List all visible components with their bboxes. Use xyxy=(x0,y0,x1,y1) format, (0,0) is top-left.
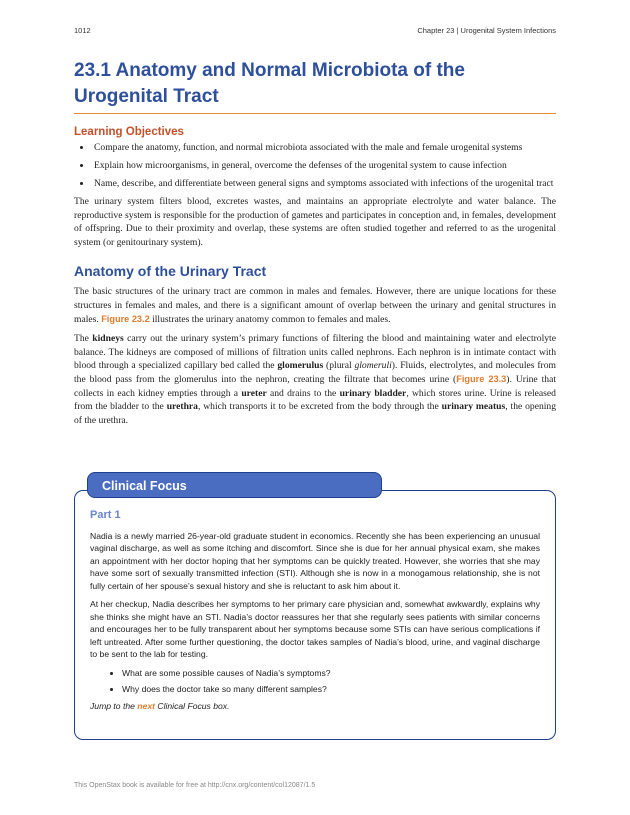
figure-23-3-link[interactable]: Figure 23.3 xyxy=(456,373,507,384)
text-run: Clinical Focus box. xyxy=(154,700,230,711)
clinical-focus-tab: Clinical Focus xyxy=(87,472,382,498)
clinical-focus-paragraph-1: Nadia is a newly married 26-year-old graduate student in economics. Recently she has been experiencing an unusual vaginal discharge, as well as some itching and discomfort. Since she is due for her annual physical exam, she makes an appointment with her doctor hoping that her symptoms can be quickly treated. However, she worries that she may have some sort of sexually transmitted infection (STI). Although she is now in a monogamous relationship, she is not fully certain of her spouse’s sexual history and she is reluctant to ask him about it. xyxy=(90,530,540,591)
clinical-focus-part: Part 1 xyxy=(90,509,121,521)
clinical-focus-box xyxy=(74,490,556,740)
text-run: ). Urine that collects in each kidney empties through a xyxy=(74,373,556,399)
section-title: 23.1 Anatomy and Normal Microbiota of the Urogenital Tract xyxy=(74,58,556,114)
figure-23-2-link[interactable]: Figure 23.2 xyxy=(101,313,150,324)
anatomy-heading: Anatomy of the Urinary Tract xyxy=(74,263,267,280)
clinical-focus-paragraph-2: At her checkup, Nadia describes her symptoms to her primary care physician and, somewhat awkwardly, explains why she thinks she might have an STI. Nadia’s doctor reassures her that she regularly sees patients with similar concerns and encourages her to be fully transparent about her symptoms because some STIs can have serious complications if left untreated. After some further questioning, the doctor takes samples of Nadia’s blood, urine, and vaginal discharge to be sent to the lab for testing. xyxy=(90,599,540,659)
term-glomerulus: glomerulus xyxy=(277,360,324,372)
anatomy-paragraph-2 xyxy=(74,332,556,427)
list-item: • Compare the anatomy, function, and normal microbiota associated with the male and female urogenital systems xyxy=(92,141,556,154)
clinical-focus-questions xyxy=(90,667,540,696)
text-run: The basic structures of the urinary tract are common in males and females. However, there are unique locations for these structures in females and males, and there is a significant amount of overlap between the urinary and genital structures in males. xyxy=(74,286,556,325)
text-run: The xyxy=(74,333,93,345)
term-ureter: ureter xyxy=(241,387,267,399)
intro-paragraph: The urinary system filters blood, excretes wastes, and maintains an appropriate electrolyte and water balance. The reproductive system is responsible for the production of gametes and participates in conception and, in females, development of offspring. Due to their proximity and overlap, these systems are often studied together and referred to as the urogenital system (or genitourinary system). xyxy=(74,196,556,248)
text-run: Jump to the xyxy=(90,700,138,711)
anatomy-paragraph-1 xyxy=(74,285,556,326)
term-urinary-meatus: urinary meatus xyxy=(441,401,506,413)
term-glomeruli: glomeruli xyxy=(354,360,392,372)
text-run: ). Fluids, electrolytes, and molecules from the blood pass from the glomerulus into the nephron, creating the filtrate that becomes urine ( xyxy=(74,360,556,385)
text-run: illustrates the urinary anatomy common to females and males. xyxy=(149,313,391,325)
text-run: , the opening of the urethra. xyxy=(74,401,557,426)
chapter-header: Chapter 23 | Urogenital System Infections xyxy=(417,26,556,35)
term-urethra: urethra xyxy=(166,401,198,413)
list-item: • Explain how microorganisms, in general, overcome the defenses of the urogenital system to cause infection xyxy=(92,159,556,172)
text-run: , which transports it to be excreted from the body through the xyxy=(197,401,442,413)
footer: This OpenStax book is available for free at http://cnx.org/content/col12087/1.5 xyxy=(74,782,316,789)
learning-objectives-list xyxy=(74,141,556,190)
text-run: and drains to the xyxy=(266,387,340,399)
page-content xyxy=(74,58,556,433)
page-number: 1012 xyxy=(74,26,91,35)
learning-objectives-heading: Learning Objectives xyxy=(74,126,184,138)
text-run: carry out the urinary system’s primary functions of filtering the blood and maintaining water and electrolyte balance. The kidneys are composed of millions of filtration units called nephrons. Each nephron is in intimate contact with blood through a specialized capillary bed called the xyxy=(74,333,556,372)
question-item: • What are some possible causes of Nadia’s symptoms? xyxy=(122,667,540,680)
term-kidneys: kidneys xyxy=(92,333,124,345)
text-run: (plural xyxy=(323,360,355,372)
text-run: , which stores urine. Urine is released from the bladder to the xyxy=(74,387,556,413)
question-item: • Why does the doctor take so many different samples? xyxy=(122,683,540,696)
jump-to-next xyxy=(90,700,540,713)
term-urinary-bladder: urinary bladder xyxy=(339,387,407,399)
next-clinical-focus-link[interactable]: next xyxy=(137,700,155,711)
list-item: • Name, describe, and differentiate between general signs and symptoms associated with infections of the urogenital tract xyxy=(92,177,556,190)
